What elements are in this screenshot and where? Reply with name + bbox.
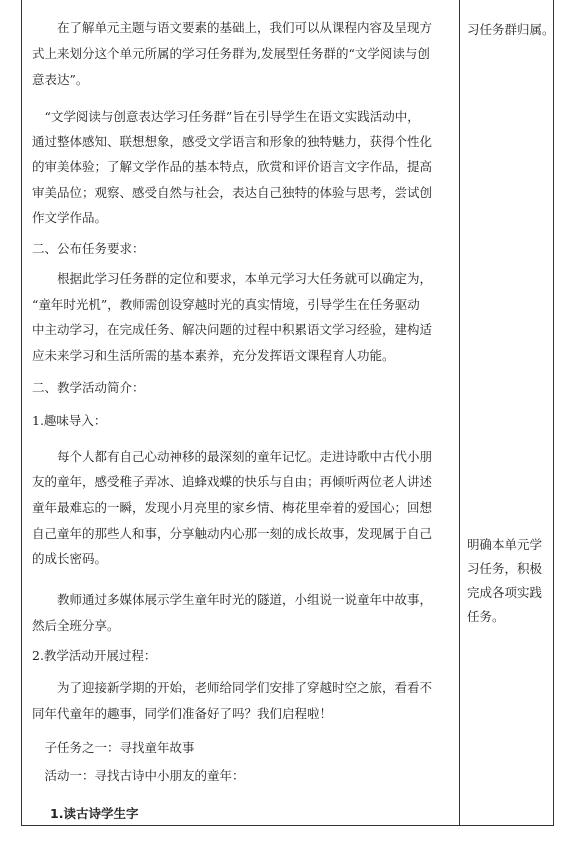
section-heading: 二、教学活动简介：	[32, 380, 145, 395]
text-line: 应未来学习和生活所需的基本素养，充分发挥语文课程育人功能。	[32, 348, 395, 363]
text-line: 审美品位；观察、感受自然与社会，表达自己独特的体验与思考，尝试创	[32, 185, 433, 200]
section-heading: 二、公布任务要求：	[32, 241, 145, 256]
text-line: 每个人都有自己心动神移的最深刻的童年记忆。走进诗歌中古代小朋	[32, 449, 433, 464]
table-bottom-border	[21, 825, 554, 826]
text-line: 通过整体感知、联想想象，感受文学语言和形象的独特魅力，获得个性化	[32, 134, 433, 149]
side-note-line: 明确本单元学	[467, 537, 543, 552]
text-line: 的审美体验；了解文学作品的基本特点，欣赏和评价语言文字作品，提高	[32, 159, 433, 174]
item-heading: 1.读古诗学生字	[50, 806, 139, 821]
activity-heading: 活动一：寻找古诗中小朋友的童年：	[32, 768, 245, 783]
text-line: 友的童年，感受稚子弄冰、追蜂戏蝶的快乐与自由；再倾听两位老人讲述	[32, 474, 433, 489]
text-line: 教师通过多媒体展示学生童年时光的隧道，小组说一说童年中故事，	[32, 592, 433, 607]
text-line: “童年时光机”，教师需创设穿越时光的真实情境，引导学生在任务驱动	[32, 297, 420, 312]
side-note-line: 任务。	[467, 609, 505, 624]
text-line: 中主动学习，在完成任务、解决问题的过程中积累语文学习经验，建构适	[32, 322, 433, 337]
side-note-top: 习任务群归属。	[467, 22, 555, 37]
text-line: 的成长密码。	[32, 551, 108, 566]
subsection-heading: 1.趣味导入：	[32, 413, 107, 428]
text-line: 意表达”。	[32, 72, 89, 87]
text-line: 在了解单元主题与语文要素的基础上，我们可以从课程内容及呈现方	[32, 20, 433, 35]
text-line: 为了迎接新学期的开始，老师给同学们安排了穿越时空之旅，看看不	[32, 680, 433, 695]
subtask-heading: 子任务之一：寻找童年故事	[32, 740, 195, 755]
side-note-line: 完成各项实践	[467, 585, 543, 600]
text-line: 自己童年的那些人和事，分享触动内心那一刻的成长故事，发现属于自己	[32, 526, 433, 541]
table-column-divider	[459, 0, 460, 826]
text-line: 同年代童年的趣事，同学们准备好了吗？我们启程啦！	[32, 706, 333, 721]
subsection-heading: 2.教学活动开展过程：	[32, 648, 157, 663]
side-note-line: 习任务，积极	[467, 561, 543, 576]
text-line: 然后全班分享。	[32, 618, 120, 633]
text-line: 童年最难忘的一瞬，发现小月亮里的家乡情、梅花里牵着的爱国心；回想	[32, 500, 433, 515]
text-line: 作文学作品。	[32, 210, 108, 225]
table-left-border	[21, 0, 22, 826]
text-line: “文学阅读与创意表达学习任务群”旨在引导学生在语文实践活动中，	[32, 109, 420, 124]
text-line: 根据此学习任务群的定位和要求，本单元学习大任务就可以确定为，	[32, 271, 433, 286]
table-right-border	[553, 0, 554, 826]
text-line: 式上来划分这个单元所属的学习任务群为,发展型任务群的“文学阅读与创	[32, 46, 430, 61]
